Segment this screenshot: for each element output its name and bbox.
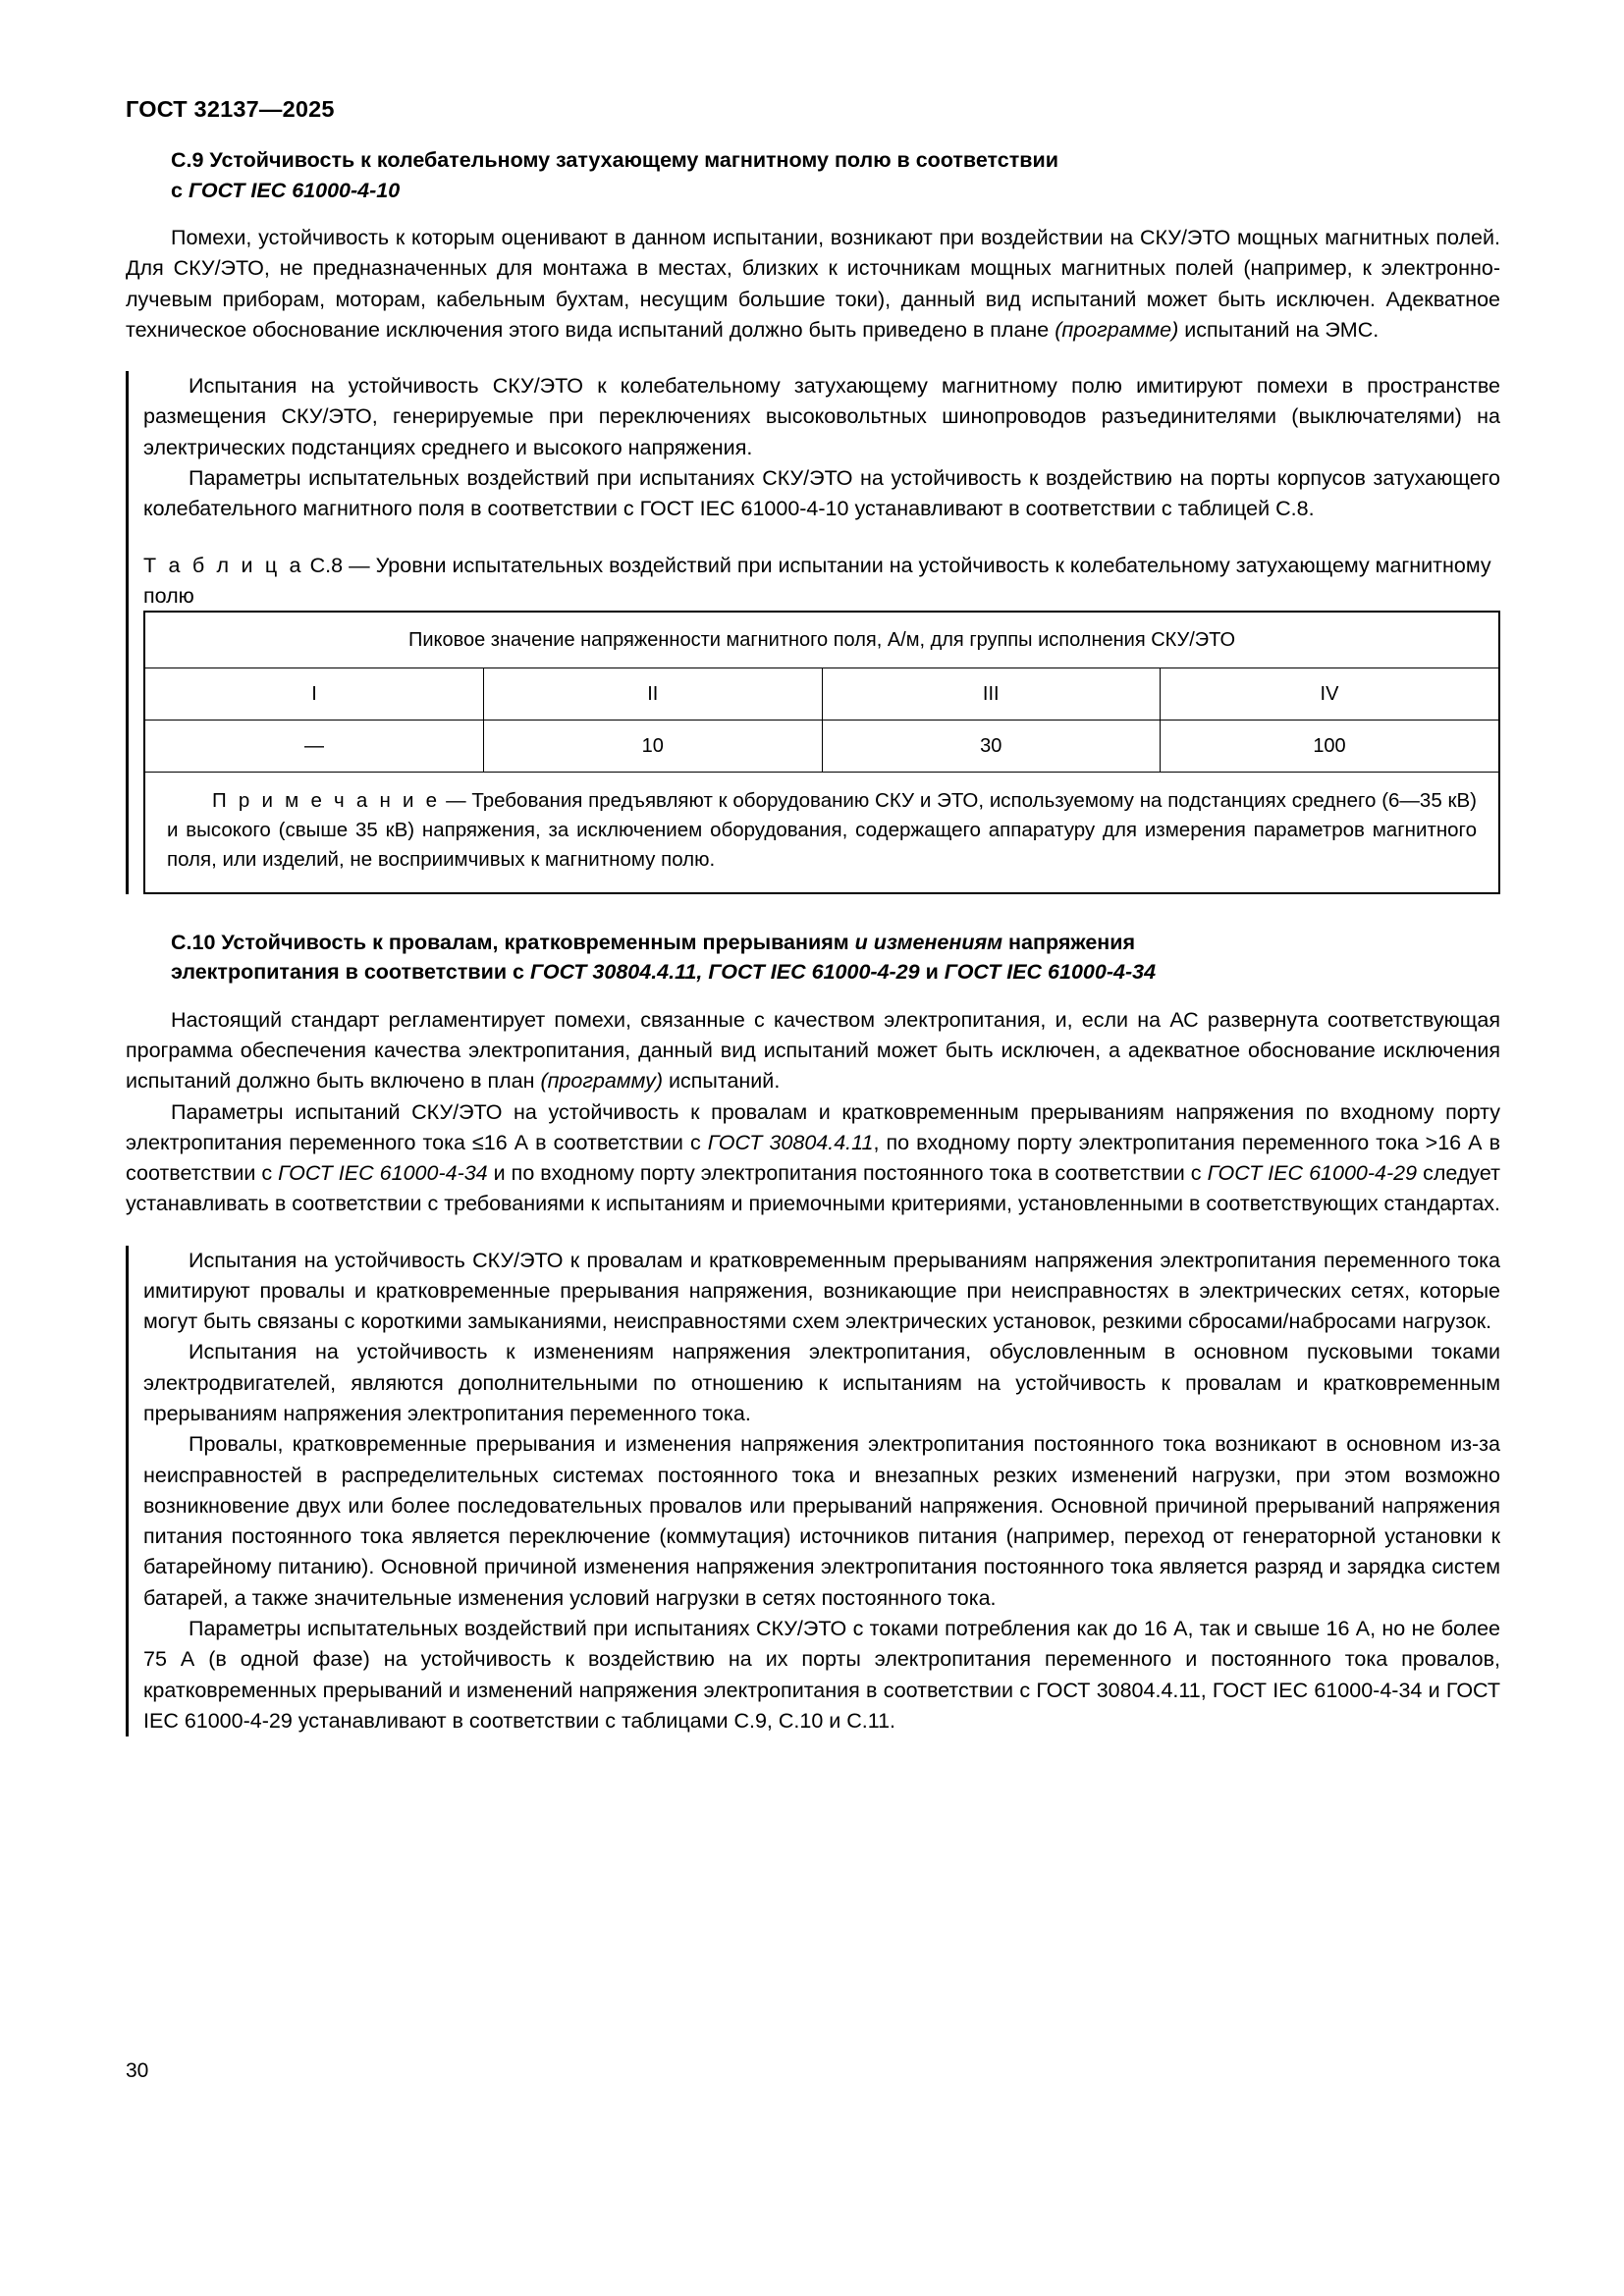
table-c8-note bbox=[145, 773, 1498, 892]
table-row bbox=[145, 773, 1498, 892]
table-c8-caption-dash: — bbox=[349, 553, 370, 577]
change-marked-block-c9 bbox=[126, 371, 1500, 893]
heading-c10-line1-italic: и изменениям bbox=[854, 930, 1003, 954]
paragraph-c9-1-italic: (программе) bbox=[1055, 317, 1179, 342]
paragraph-c10-2-text-d: следует устанавливать в соответствии с требованиями к испытаниям и приемочными критериями, установленными в соответствующих стандартах. bbox=[126, 1161, 1501, 1216]
page-number: 30 bbox=[126, 2059, 149, 2082]
table-c8-col-3: III bbox=[822, 668, 1161, 721]
table-c8-col-4: IV bbox=[1161, 668, 1499, 721]
heading-c10 bbox=[126, 928, 1500, 988]
table-c8-value-1: — bbox=[145, 721, 484, 773]
table-c8 bbox=[145, 613, 1498, 891]
spacer bbox=[126, 894, 1500, 928]
paragraph-c9-1-text-a: Помехи, устойчивость к которым оценивают в данном испытании, возникают при воздействии на СКУ/ЭТО мощных магнитных полей. Для СКУ/ЭТО, не предназначенных для монтажа в местах, близких к источникам мощных магнитных полей (например, к электронно-лучевым приборам, моторам, кабельным бухтам, несущим большие токи), данный вид испытаний может быть исключен. Адекватное техническое обоснование исключения этого вида испытаний должно быть приведено в плане bbox=[126, 226, 1500, 342]
table-c8-col-2: II bbox=[484, 668, 823, 721]
paragraph-c10-1-text-a: Настоящий стандарт регламентирует помехи, связанные с качеством электропитания, и, если на АС развернута соответствующая программа обеспечения качества электропитания, данный вид испытаний может быть исключен, а адекватное обоснование исключения испытаний должно быть включено в план bbox=[126, 1007, 1500, 1094]
heading-c10-line1-b: напряжения bbox=[1002, 930, 1136, 954]
paragraph-c9-1 bbox=[126, 223, 1500, 346]
table-c8-value-4: 100 bbox=[1161, 721, 1499, 773]
paragraph-c10-2-ref-3: ГОСТ IEC 61000-4-29 bbox=[1207, 1161, 1418, 1186]
spacer bbox=[126, 346, 1500, 371]
table-c8-value-3: 30 bbox=[822, 721, 1161, 773]
table-c8-note-label: П р и м е ч а н и е bbox=[212, 789, 441, 813]
table-c8-note-text: Требования предъявляют к оборудованию СКУ и ЭТО, используемому на подстанциях среднего (6—35 кВ) и высокого (свыше 35 кВ) напряжения, за исключением оборудования, содержащего аппаратуру для измерения параметров магнитного поля, или изделий, не восприимчивых к магнитному полю. bbox=[167, 789, 1477, 871]
change-marked-block-c10 bbox=[126, 1246, 1500, 1737]
heading-c9-standard-ref: ГОСТ IEC 61000-4-10 bbox=[188, 178, 401, 202]
page-content bbox=[126, 145, 1500, 1736]
table-c8-frame bbox=[143, 611, 1500, 893]
paragraph-c10-2-ref-2: ГОСТ IEC 61000-4-34 bbox=[278, 1161, 488, 1186]
paragraph-c10-2-text-a: Параметры испытаний СКУ/ЭТО на устойчивость к провалам и кратковременным прерываниям напряжения по входному порту электропитания переменного тока ≤16 А в соответствии с bbox=[126, 1099, 1500, 1154]
paragraph-c10-1-italic: (программу) bbox=[540, 1069, 664, 1094]
paragraph-c10-4: Испытания на устойчивость к изменениям напряжения электропитания, обусловленным в основном пусковыми токами электродвигателей, являются дополнительными по отношению к испытаниям на устойчивость к провалам и кратковременным прерываниям напряжения электропитания переменного тока. bbox=[143, 1340, 1500, 1426]
table-row bbox=[145, 721, 1498, 773]
heading-c10-line2-b: и bbox=[919, 960, 945, 985]
table-c8-col-1: I bbox=[145, 668, 484, 721]
heading-c10-line1-a: C.10 Устойчивость к провалам, кратковременным прерываниям bbox=[171, 930, 855, 954]
heading-c10-ref-2: ГОСТ IEC 61000-4-34 bbox=[944, 960, 1157, 985]
paragraph-c9-3: Параметры испытательных воздействий при испытаниях СКУ/ЭТО на устойчивость к воздействию на порты корпусов затухающего колебательного магнитного поля в соответствии с ГОСТ IEC 61000-4-10 устанавливают в соответствии с таблицей С.8. bbox=[143, 466, 1500, 521]
table-c8-caption-text: Уровни испытательных воздействий при испытании на устойчивость к колебательному затухающему магнитному полю bbox=[143, 553, 1491, 608]
table-row bbox=[145, 613, 1498, 668]
paragraph-c10-5: Провалы, кратковременные прерывания и изменения напряжения электропитания постоянного тока возникают в основном из-за неисправностей в распределительных системах постоянного тока и внезапных резких изменений нагрузки, при этом возможно возникновение двух или более последовательных провалов или прерываний напряжения. Основной причиной прерываний напряжения питания постоянного тока является переключение (коммутация) источников питания (например, переход от генераторной установки к батарейному питанию). Основной причиной изменения напряжения электропитания постоянного тока является разряд и зарядка систем батарей, а также значительные изменения условий нагрузки в сетях постоянного тока. bbox=[143, 1432, 1500, 1610]
heading-c9 bbox=[126, 145, 1500, 205]
paragraph-c10-3: Испытания на устойчивость СКУ/ЭТО к провалам и кратковременным прерываниям напряжения электропитания переменного тока имитируют провалы и кратковременные прерывания напряжения, возникающие при неисправностях в электрических сетях, которые могут быть связаны с короткими замыканиями, неисправностями схем электрических установок, резкими сбросами/набросами нагрузок. bbox=[143, 1248, 1500, 1334]
paragraph-c10-2-text-c: и по входному порту электропитания постоянного тока в соответствии с bbox=[487, 1161, 1208, 1186]
table-c8-caption-label: Т а б л и ц а bbox=[143, 553, 304, 577]
spacer bbox=[126, 211, 1500, 223]
paragraph-c10-2 bbox=[126, 1097, 1500, 1220]
paragraph-c10-1 bbox=[126, 1005, 1500, 1097]
paragraph-c10-1-text-b: испытаний. bbox=[663, 1069, 781, 1094]
paragraph-c9-1-text-b: испытаний на ЭМС. bbox=[1178, 317, 1380, 342]
heading-c10-ref-1: ГОСТ 30804.4.11, ГОСТ IEC 61000-4-29 bbox=[529, 960, 920, 985]
paragraph-c10-2-ref-1: ГОСТ 30804.4.11 bbox=[707, 1130, 874, 1154]
heading-c10-line2-a: электропитания в соответствии с bbox=[171, 960, 530, 985]
paragraph-c10-2-text-b: , по входному порту электропитания переменного тока >16 А в соответствии с bbox=[126, 1130, 1500, 1186]
spacer bbox=[143, 525, 1500, 551]
spacer bbox=[126, 993, 1500, 1005]
table-c8-header-span: Пиковое значение напряженности магнитного поля, А/м, для группы исполнения СКУ/ЭТО bbox=[145, 613, 1498, 668]
running-header: ГОСТ 32137—2025 bbox=[126, 96, 335, 122]
table-row bbox=[145, 668, 1498, 721]
table-c8-note-dash: — bbox=[446, 789, 466, 813]
spacer bbox=[126, 1220, 1500, 1246]
table-c8-caption bbox=[143, 551, 1500, 612]
heading-c9-line1: C.9 Устойчивость к колебательному затухающему магнитному полю в соответствии bbox=[171, 148, 1058, 172]
table-c8-caption-number: С.8 bbox=[309, 553, 344, 577]
paragraph-c9-2: Испытания на устойчивость СКУ/ЭТО к колебательному затухающему магнитному полю имитируют помехи в пространстве размещения СКУ/ЭТО, генерируемые при переключениях высоковольтных шинопроводов разъединителями (выключателями) на электрических подстанциях среднего и высокого напряжения. bbox=[143, 374, 1500, 459]
paragraph-c10-6: Параметры испытательных воздействий при испытаниях СКУ/ЭТО с токами потребления как до 16 А, так и свыше 16 А, но не более 75 А (в одной фазе) на устойчивость к воздействию на их порты электропитания переменного и постоянного тока провалов, кратковременных прерываний и изменений напряжения электропитания в соответствии с ГОСТ 30804.4.11, ГОСТ IEC 61000-4-34 и ГОСТ IEC 61000-4-29 устанавливают в соответствии с таблицами С.9, С.10 и С.11. bbox=[143, 1617, 1500, 1733]
heading-c9-line2-prefix: с bbox=[171, 178, 189, 202]
table-c8-value-2: 10 bbox=[484, 721, 823, 773]
